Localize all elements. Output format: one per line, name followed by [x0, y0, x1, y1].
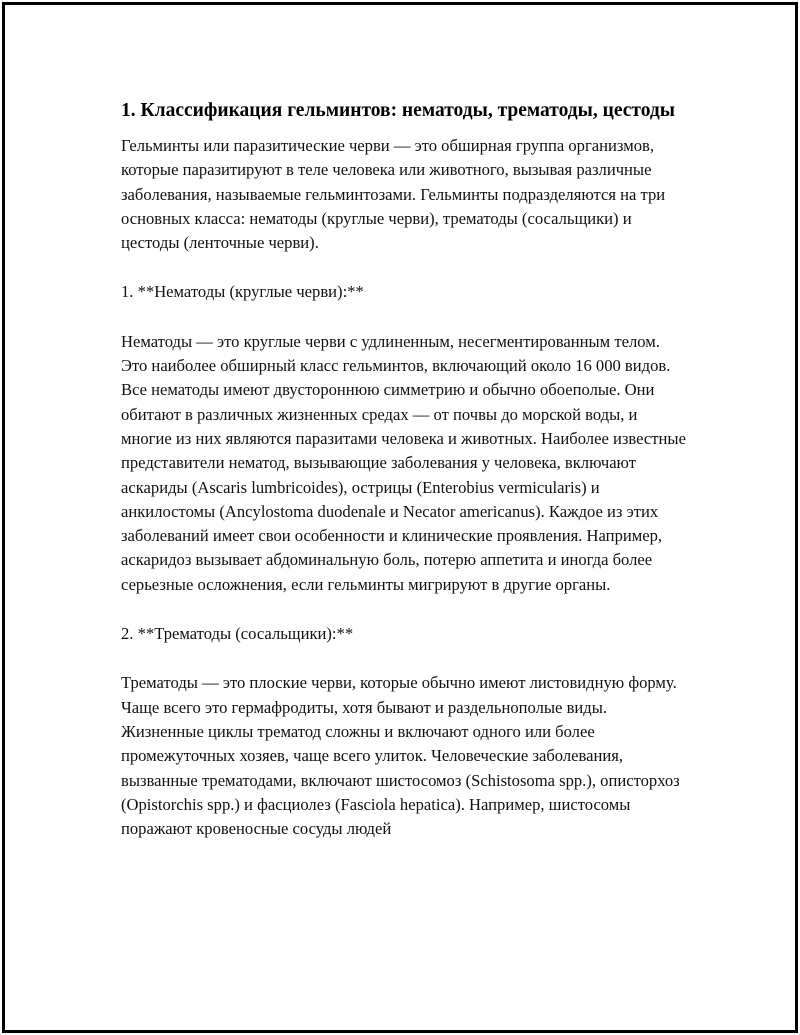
trematodes-paragraph: Трематоды — это плоские черви, которые обычно имеют листовидную форму. Чаще всего это гермафродиты, хотя бывают и раздельнополые виды. Жизненные циклы трематод сложны и включают одного или более промежуточных хозяев, чаще всего улиток. Человеческие заболевания, вызванные трематодами, включают шистосомоз (Schistosoma spp.), описторхоз (Opistorchis spp.) и фасциолез (Fasciola hepatica). Например, шистосомы поражают кровеносные сосуды людей	[121, 673, 680, 839]
intro-paragraph: Гельминты или паразитические черви — это обширная группа организмов, которые паразитируют в теле человека или животного, вызывая различные заболевания, называемые гельминтозами. Гельминты подразделяются на три основных класса: нематоды (круглые черви), трематоды (сосальщики) и цестоды (ленточные черви).	[121, 136, 666, 253]
document-title: 1. Классификация гельминтов: нематоды, трематоды, цестоды	[121, 100, 676, 121]
document-body	[121, 97, 687, 866]
nematodes-paragraph: Нематоды — это круглые черви с удлиненным, несегментированным телом. Это наиболее обширный класс гельминтов, включающий около 16 000 видов. Все нематоды имеют двустороннюю симметрию и обычно обоеполые. Они обитают в различных жизненных средах — от почвы до морской воды, и многие из них являются паразитами человека и животных. Наиболее известные представители нематод, вызывающие заболевания у человека, включают аскариды (Ascaris lumbricoides), острицы (Enterobius vermicularis) и анкилостомы (Ancylostoma duodenale и Necator americanus). Каждое из этих заболеваний имеет свои особенности и клинические проявления. Например, аскаридоз вызывает абдоминальную боль, потерю аппетита и иногда более серьезные осложнения, если гельминты мигрируют в другие органы.	[121, 331, 686, 594]
trematodes-heading: 2. **Трематоды (сосальщики):**	[121, 624, 354, 644]
page-frame	[2, 2, 798, 1033]
nematodes-heading: 1. **Нематоды (круглые черви):**	[121, 282, 364, 302]
